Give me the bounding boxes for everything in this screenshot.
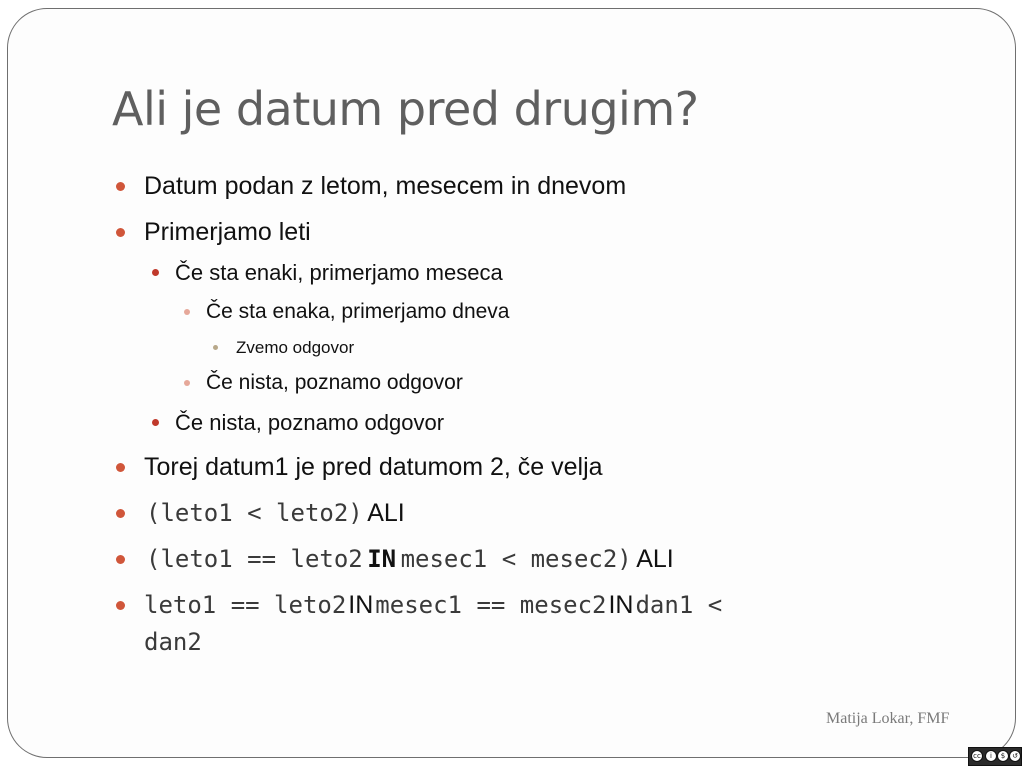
code-line-continuation xyxy=(144,628,202,656)
bullet-dot-icon xyxy=(116,601,125,610)
bullet-text: Če nista, poznamo odgovor xyxy=(175,410,445,435)
slide-title: Ali je datum pred drugim? xyxy=(112,82,699,136)
bullet-dot-icon xyxy=(116,463,125,472)
bullet-text: Datum podan z letom, mesecem in dnevom xyxy=(144,172,627,200)
bullet-dot-icon xyxy=(184,309,190,315)
keyword-in: IN xyxy=(367,545,397,573)
nc-icon: $ xyxy=(997,750,1009,762)
bullet-text: Zvemo odgovor xyxy=(236,338,355,357)
bullet-dot-icon xyxy=(184,380,190,386)
keyword-ali: ALI xyxy=(636,545,674,573)
bullet-dot-icon xyxy=(116,509,125,518)
code-line xyxy=(146,499,405,528)
bullet-dot-icon xyxy=(152,419,159,426)
creative-commons-by-nc-sa-icon xyxy=(968,747,1022,766)
bullet-dot-icon xyxy=(213,345,218,350)
code-line xyxy=(146,545,674,574)
bullet-text: Torej datum1 je pred datumom 2, če velja xyxy=(144,453,603,481)
bullet-dot-icon xyxy=(116,555,125,564)
bullet-dot-icon xyxy=(116,182,125,191)
code-expression: (leto1 == leto2 xyxy=(146,545,363,573)
sa-icon: ↺ xyxy=(1009,750,1021,762)
bullet-text: Če sta enaka, primerjamo dneva xyxy=(206,300,510,323)
code-expression: (leto1 < leto2) xyxy=(146,499,363,527)
code-expression: dan2 xyxy=(144,628,202,656)
bullet-dot-icon xyxy=(152,269,159,276)
slide-footer: Matija Lokar, FMF xyxy=(826,710,950,727)
cc-icon: cc xyxy=(971,750,983,762)
bullet-text: Če sta enaki, primerjamo meseca xyxy=(175,260,503,285)
code-expression: dan1 < xyxy=(635,591,723,619)
bullet-text: Če nista, poznamo odgovor xyxy=(206,371,463,394)
code-expression: leto1 == leto2 xyxy=(144,591,347,619)
bullet-text: Primerjamo leti xyxy=(144,218,311,246)
by-icon: i xyxy=(985,750,997,762)
bullet-dot-icon xyxy=(116,228,125,237)
code-line xyxy=(144,591,722,620)
keyword-in: IN xyxy=(608,591,634,619)
keyword-ali: ALI xyxy=(367,499,405,527)
keyword-in: IN xyxy=(348,591,374,619)
code-expression: mesec1 == mesec2 xyxy=(375,591,607,619)
code-expression: mesec1 < mesec2) xyxy=(400,545,632,573)
